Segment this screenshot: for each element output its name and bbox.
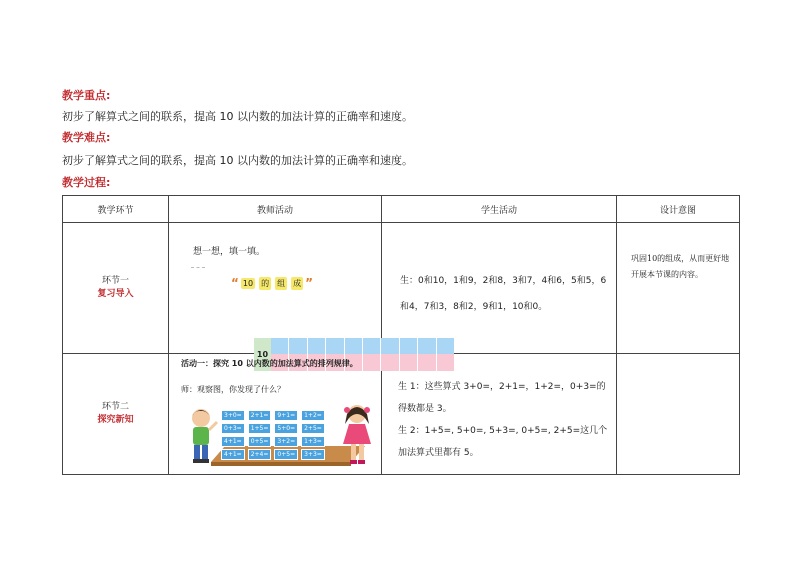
intent-cell: [617, 223, 740, 354]
equation-card: 5+0=: [274, 423, 298, 434]
table-header-row: [63, 196, 740, 223]
blank-line: [191, 267, 205, 269]
stage-number: 环节二: [101, 402, 129, 412]
equation-card: 3+3=: [301, 449, 325, 460]
equation-card: 0+5=: [274, 449, 298, 460]
heading-difficulties: 教学难点:: [62, 131, 111, 144]
equation-card: 1+3=: [301, 436, 325, 447]
intent-text: 巩固10的组成，从而更好地开展本节课的内容。: [631, 254, 730, 279]
activity-title: 活动一：探究 10 以内数的加法算式的排列规律。: [181, 359, 358, 368]
equation-card: 3+2=: [274, 436, 298, 447]
teacher-cell: [169, 354, 382, 475]
table-row: [63, 354, 740, 475]
student-cell: [382, 354, 617, 475]
header-intent: 设计意图: [617, 196, 740, 223]
equation-card: 0+3=: [221, 423, 245, 434]
teacher-question: 师：观察图，你发现了什么？: [181, 385, 285, 394]
equation-card: 2+1=: [248, 410, 272, 421]
difficulties-text: 初步了解算式之间的联系，提高 10 以内数的加法计算的正确率和速度。: [62, 154, 413, 167]
stage-cell: [63, 354, 169, 475]
composition-banner: [231, 273, 313, 293]
equation-card: 2+5=: [301, 423, 325, 434]
header-teacher: 教师活动: [169, 196, 382, 223]
teacher-cell: [169, 223, 382, 359]
student-cell: [382, 223, 617, 354]
banner-char: 组: [277, 278, 286, 288]
student-answer: 生：0和10，1和9，2和8，3和7，4和6，5和5，6和4，7和3，8和2，9和1，10和0。: [400, 276, 607, 312]
bar-row-top: [271, 338, 454, 354]
equation-card: 1+2=: [301, 410, 325, 421]
intent-cell: [617, 354, 740, 475]
banner-char: 成: [293, 278, 302, 288]
bar-label: 10: [254, 338, 271, 371]
equation-card: 2+4=: [248, 449, 272, 460]
banner-char: 的: [261, 278, 270, 288]
student-answer-2: 生 2：1+5=, 5+0=, 5+3=, 0+5=, 2+5=这几个加法算式里都有 5。: [398, 426, 608, 458]
stage-name: 探究新知: [97, 415, 134, 425]
equation-card: 3+0=: [221, 410, 245, 421]
stage-number: 环节一: [101, 276, 129, 286]
equation-card: 1+5=: [248, 423, 272, 434]
banner-char: 10: [242, 278, 254, 288]
table-row: [63, 223, 740, 354]
stage-cell: [63, 223, 169, 354]
stage-name: 复习导入: [97, 289, 134, 299]
equation-card: 9+1=: [274, 410, 298, 421]
key-points-text: 初步了解算式之间的联系，提高 10 以内数的加法计算的正确率和速度。: [62, 110, 413, 123]
header-stage: 教学环节: [63, 196, 169, 223]
equation-card: 4+1=: [221, 449, 245, 460]
quote-close: ”: [305, 276, 313, 290]
lesson-table: [62, 195, 740, 475]
equation-card: 4+1=: [221, 436, 245, 447]
quote-open: “: [231, 276, 239, 290]
card-grid: [221, 410, 351, 460]
heading-key-points: 教学重点:: [62, 89, 111, 102]
student-answer-1: 生 1：这些算式 3+0=，2+1=，1+2=，0+3=的得数都是 3。: [398, 382, 606, 414]
header-student: 学生活动: [382, 196, 617, 223]
boy-figure: [192, 409, 217, 463]
heading-process: 教学过程:: [62, 176, 111, 189]
teacher-prompt: 想一想，填一填。: [193, 247, 266, 257]
equation-card: 0+5=: [248, 436, 272, 447]
